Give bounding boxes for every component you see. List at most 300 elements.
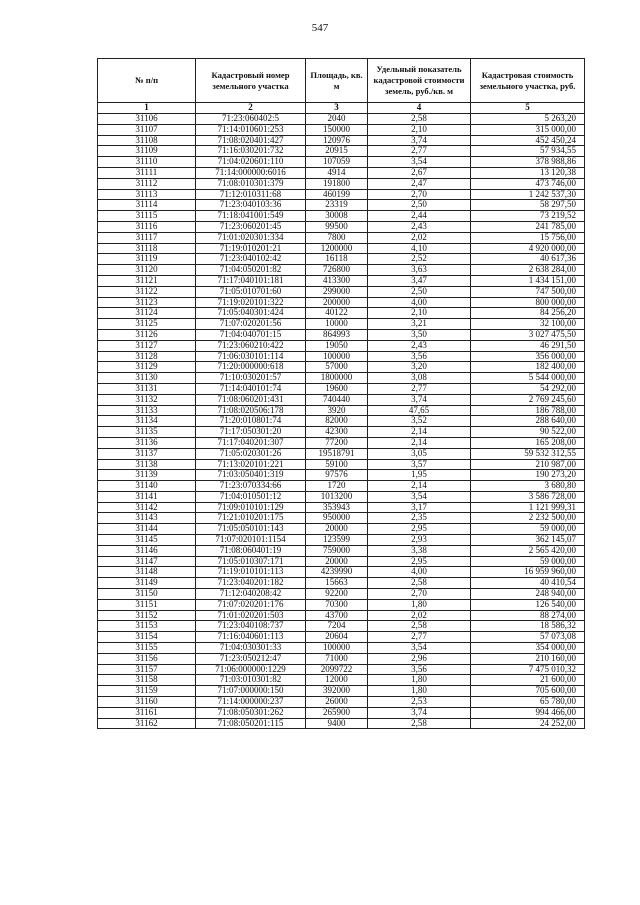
table-row [98, 632, 585, 643]
table-row [98, 373, 585, 384]
header-cadastral-value: Кадастровая стоимость земельного участка, руб. [471, 59, 585, 103]
cell-cadastral-number: 71:17:040201:307 [196, 437, 306, 448]
cell-area: 42300 [306, 427, 368, 438]
cell-cadastral-number: 71:05:050101:143 [196, 524, 306, 535]
cell-cadastral-number: 71:23:070334:66 [196, 481, 306, 492]
cell-cadastral-value: 210 987,00 [471, 459, 585, 470]
cell-row-number: 31123 [98, 297, 196, 308]
table-row [98, 200, 585, 211]
cell-cadastral-value: 5 263,20 [471, 114, 585, 125]
cell-cadastral-value: 58 297,50 [471, 200, 585, 211]
cell-specific-value: 2,77 [368, 146, 471, 157]
cell-row-number: 31160 [98, 697, 196, 708]
table-row [98, 621, 585, 632]
cell-area: 120976 [306, 135, 368, 146]
cell-row-number: 31146 [98, 545, 196, 556]
cell-row-number: 31128 [98, 351, 196, 362]
cell-area: 7800 [306, 232, 368, 243]
cell-cadastral-number: 71:04:010501:12 [196, 491, 306, 502]
cell-cadastral-value: 800 000,00 [471, 297, 585, 308]
cell-row-number: 31107 [98, 124, 196, 135]
cell-cadastral-number: 71:06:030101:114 [196, 351, 306, 362]
cell-specific-value: 3,05 [368, 448, 471, 459]
column-number: 5 [471, 103, 585, 114]
cell-cadastral-number: 71:03:010301:82 [196, 675, 306, 686]
cell-row-number: 31161 [98, 707, 196, 718]
cell-area: 2099722 [306, 664, 368, 675]
cell-cadastral-number: 71:23:060402:5 [196, 114, 306, 125]
cell-row-number: 31159 [98, 686, 196, 697]
cell-area: 107059 [306, 157, 368, 168]
cell-cadastral-number: 71:16:040601:113 [196, 632, 306, 643]
cell-specific-value: 2,77 [368, 383, 471, 394]
table-row [98, 653, 585, 664]
table-row [98, 545, 585, 556]
table-row [98, 232, 585, 243]
cell-specific-value: 2,52 [368, 254, 471, 265]
cell-area: 77200 [306, 437, 368, 448]
table-row [98, 329, 585, 340]
cell-cadastral-number: 71:14:040101:74 [196, 383, 306, 394]
cell-row-number: 31116 [98, 221, 196, 232]
table-row [98, 686, 585, 697]
cell-area: 1720 [306, 481, 368, 492]
cell-cadastral-number: 71:21:010201:175 [196, 513, 306, 524]
cell-cadastral-value: 362 145,07 [471, 535, 585, 546]
table-row [98, 599, 585, 610]
cell-specific-value: 2,50 [368, 286, 471, 297]
cell-cadastral-number: 71:04:040701:15 [196, 329, 306, 340]
header-specific-value: Удельный показатель кадастровой стоимости земель, руб./кв. м [368, 59, 471, 103]
page-number: 547 [311, 22, 329, 34]
cell-specific-value: 3,63 [368, 265, 471, 276]
cell-cadastral-number: 71:14:010601:253 [196, 124, 306, 135]
table-row [98, 221, 585, 232]
cell-row-number: 31121 [98, 275, 196, 286]
cell-specific-value: 1,80 [368, 675, 471, 686]
cell-specific-value: 3,54 [368, 491, 471, 502]
column-number: 3 [306, 103, 368, 114]
cell-specific-value: 2,53 [368, 697, 471, 708]
cell-cadastral-value: 3 680,80 [471, 481, 585, 492]
cell-cadastral-value: 73 219,52 [471, 211, 585, 222]
table-row [98, 535, 585, 546]
table-row [98, 124, 585, 135]
cell-area: 3920 [306, 405, 368, 416]
cell-area: 92200 [306, 589, 368, 600]
cell-cadastral-value: 90 522,00 [471, 427, 585, 438]
cell-row-number: 31125 [98, 319, 196, 330]
table-row [98, 340, 585, 351]
table-row [98, 405, 585, 416]
cell-cadastral-value: 190 273,20 [471, 470, 585, 481]
cell-row-number: 31145 [98, 535, 196, 546]
cell-specific-value: 2,02 [368, 232, 471, 243]
column-number: 4 [368, 103, 471, 114]
cell-area: 726800 [306, 265, 368, 276]
cell-cadastral-value: 2 638 284,00 [471, 265, 585, 276]
cell-specific-value: 1,80 [368, 686, 471, 697]
cell-specific-value: 2,95 [368, 556, 471, 567]
cell-cadastral-value: 473 746,00 [471, 178, 585, 189]
cell-cadastral-number: 71:07:020201:176 [196, 599, 306, 610]
cell-area: 4914 [306, 167, 368, 178]
header-area: Площадь, кв. м [306, 59, 368, 103]
cell-specific-value: 2,67 [368, 167, 471, 178]
cell-row-number: 31143 [98, 513, 196, 524]
table-row [98, 427, 585, 438]
table-row [98, 502, 585, 513]
cell-cadastral-value: 182 400,00 [471, 362, 585, 373]
cell-cadastral-number: 71:18:041001:549 [196, 211, 306, 222]
table-row [98, 254, 585, 265]
cell-row-number: 31154 [98, 632, 196, 643]
table-row [98, 524, 585, 535]
cell-cadastral-value: 210 160,00 [471, 653, 585, 664]
cell-area: 864993 [306, 329, 368, 340]
cell-cadastral-number: 71:05:010701:60 [196, 286, 306, 297]
cell-specific-value: 2,47 [368, 178, 471, 189]
cell-row-number: 31141 [98, 491, 196, 502]
cell-cadastral-number: 71:04:030301:33 [196, 643, 306, 654]
cell-cadastral-value: 2 769 245,60 [471, 394, 585, 405]
cell-area: 99500 [306, 221, 368, 232]
table-row [98, 275, 585, 286]
cell-cadastral-number: 71:08:050301:262 [196, 707, 306, 718]
table-row [98, 664, 585, 675]
cell-specific-value: 2,35 [368, 513, 471, 524]
cell-specific-value: 3,57 [368, 459, 471, 470]
cell-cadastral-number: 71:09:010101:129 [196, 502, 306, 513]
table-row [98, 643, 585, 654]
cell-cadastral-value: 1 121 999,31 [471, 502, 585, 513]
cell-row-number: 31124 [98, 308, 196, 319]
cell-area: 19518791 [306, 448, 368, 459]
table-row [98, 459, 585, 470]
cell-area: 20604 [306, 632, 368, 643]
table-row [98, 416, 585, 427]
cell-cadastral-number: 71:05:040301:424 [196, 308, 306, 319]
table-row [98, 286, 585, 297]
cell-cadastral-value: 15 756,00 [471, 232, 585, 243]
table-row [98, 157, 585, 168]
header-row [98, 59, 585, 103]
cell-area: 40122 [306, 308, 368, 319]
cell-row-number: 31157 [98, 664, 196, 675]
cell-specific-value: 2,58 [368, 114, 471, 125]
cell-cadastral-value: 354 000,00 [471, 643, 585, 654]
cell-cadastral-number: 71:17:050301:20 [196, 427, 306, 438]
cell-row-number: 31138 [98, 459, 196, 470]
table-row [98, 707, 585, 718]
table-row [98, 135, 585, 146]
cell-cadastral-number: 71:06:000000:1229 [196, 664, 306, 675]
cell-specific-value: 2,50 [368, 200, 471, 211]
cell-area: 191800 [306, 178, 368, 189]
header-cadastral-number: Кадастровый номер земельного участка [196, 59, 306, 103]
cell-cadastral-number: 71:23:040201:182 [196, 578, 306, 589]
cell-specific-value: 3,74 [368, 394, 471, 405]
cell-row-number: 31115 [98, 211, 196, 222]
cell-cadastral-value: 59 532 312,55 [471, 448, 585, 459]
cell-row-number: 31139 [98, 470, 196, 481]
cell-row-number: 31134 [98, 416, 196, 427]
cell-cadastral-number: 71:07:000000:150 [196, 686, 306, 697]
cell-specific-value: 3,56 [368, 351, 471, 362]
cell-cadastral-value: 46 291,50 [471, 340, 585, 351]
cell-area: 12000 [306, 675, 368, 686]
cell-row-number: 31127 [98, 340, 196, 351]
cell-area: 1800000 [306, 373, 368, 384]
cell-row-number: 31117 [98, 232, 196, 243]
cell-cadastral-value: 4 920 000,00 [471, 243, 585, 254]
cell-cadastral-number: 71:05:020301:26 [196, 448, 306, 459]
cell-area: 4239990 [306, 567, 368, 578]
cell-cadastral-number: 71:08:050201:115 [196, 718, 306, 729]
cell-cadastral-number: 71:17:040101:181 [196, 275, 306, 286]
cell-area: 16118 [306, 254, 368, 265]
cell-row-number: 31112 [98, 178, 196, 189]
cell-row-number: 31106 [98, 114, 196, 125]
cell-area: 9400 [306, 718, 368, 729]
cell-specific-value: 2,70 [368, 589, 471, 600]
cell-row-number: 31156 [98, 653, 196, 664]
table-row [98, 610, 585, 621]
cell-cadastral-number: 71:14:000000:237 [196, 697, 306, 708]
cell-row-number: 31137 [98, 448, 196, 459]
cell-cadastral-number: 71:08:020506:178 [196, 405, 306, 416]
cell-specific-value: 1,80 [368, 599, 471, 610]
cell-specific-value: 4,00 [368, 297, 471, 308]
cell-cadastral-value: 84 256,20 [471, 308, 585, 319]
cell-row-number: 31151 [98, 599, 196, 610]
cell-row-number: 31149 [98, 578, 196, 589]
cell-row-number: 31136 [98, 437, 196, 448]
cell-area: 100000 [306, 351, 368, 362]
table-row [98, 178, 585, 189]
cell-row-number: 31133 [98, 405, 196, 416]
cell-specific-value: 2,44 [368, 211, 471, 222]
cell-cadastral-number: 71:08:020401:427 [196, 135, 306, 146]
table-row [98, 297, 585, 308]
cell-cadastral-value: 2 565 420,00 [471, 545, 585, 556]
column-number: 2 [196, 103, 306, 114]
cell-cadastral-number: 71:23:040103:36 [196, 200, 306, 211]
cell-area: 460199 [306, 189, 368, 200]
cell-cadastral-value: 24 252,00 [471, 718, 585, 729]
cell-cadastral-number: 71:23:060201:45 [196, 221, 306, 232]
cell-cadastral-value: 16 959 960,00 [471, 567, 585, 578]
table-row [98, 589, 585, 600]
cell-specific-value: 3,74 [368, 135, 471, 146]
cell-specific-value: 2,10 [368, 308, 471, 319]
cell-cadastral-number: 71:23:040102:42 [196, 254, 306, 265]
cell-row-number: 31152 [98, 610, 196, 621]
cell-cadastral-number: 71:19:020101:322 [196, 297, 306, 308]
cell-specific-value: 2,77 [368, 632, 471, 643]
cell-cadastral-value: 315 000,00 [471, 124, 585, 135]
cell-row-number: 31131 [98, 383, 196, 394]
cell-specific-value: 2,70 [368, 189, 471, 200]
cell-row-number: 31129 [98, 362, 196, 373]
cell-row-number: 31122 [98, 286, 196, 297]
cell-cadastral-number: 71:07:020101:1154 [196, 535, 306, 546]
cell-specific-value: 1,95 [368, 470, 471, 481]
cell-area: 7204 [306, 621, 368, 632]
cell-area: 740440 [306, 394, 368, 405]
cell-specific-value: 2,14 [368, 427, 471, 438]
cell-specific-value: 47,65 [368, 405, 471, 416]
cell-row-number: 31119 [98, 254, 196, 265]
cell-row-number: 31148 [98, 567, 196, 578]
cell-area: 23319 [306, 200, 368, 211]
cell-specific-value: 2,58 [368, 621, 471, 632]
cell-cadastral-number: 71:12:010311:68 [196, 189, 306, 200]
cell-area: 10000 [306, 319, 368, 330]
cell-cadastral-value: 7 475 010,32 [471, 664, 585, 675]
cell-cadastral-number: 71:04:020601:110 [196, 157, 306, 168]
cell-area: 15663 [306, 578, 368, 589]
table-row [98, 394, 585, 405]
cell-area: 1013200 [306, 491, 368, 502]
cell-specific-value: 3,56 [368, 664, 471, 675]
cell-specific-value: 3,17 [368, 502, 471, 513]
cell-cadastral-number: 71:03:050401:319 [196, 470, 306, 481]
cell-row-number: 31126 [98, 329, 196, 340]
table-row [98, 437, 585, 448]
table-row [98, 211, 585, 222]
cell-cadastral-number: 71:16:030201:732 [196, 146, 306, 157]
cell-cadastral-value: 59 000,00 [471, 556, 585, 567]
cell-cadastral-number: 71:01:020301:334 [196, 232, 306, 243]
cell-cadastral-value: 452 450,24 [471, 135, 585, 146]
cell-cadastral-value: 57 934,55 [471, 146, 585, 157]
cell-row-number: 31109 [98, 146, 196, 157]
table-row [98, 383, 585, 394]
cell-cadastral-number: 71:19:010201:21 [196, 243, 306, 254]
cell-cadastral-value: 378 988,86 [471, 157, 585, 168]
cell-cadastral-value: 65 780,00 [471, 697, 585, 708]
table-row [98, 308, 585, 319]
cell-specific-value: 3,54 [368, 157, 471, 168]
cell-area: 20915 [306, 146, 368, 157]
cell-cadastral-number: 71:10:030201:57 [196, 373, 306, 384]
table-row [98, 675, 585, 686]
land-registry-table [97, 58, 585, 729]
cell-cadastral-value: 1 434 151,00 [471, 275, 585, 286]
cell-cadastral-number: 71:08:060401:19 [196, 545, 306, 556]
cell-cadastral-value: 241 785,00 [471, 221, 585, 232]
cell-area: 353943 [306, 502, 368, 513]
cell-area: 59100 [306, 459, 368, 470]
cell-area: 97576 [306, 470, 368, 481]
cell-specific-value: 4,10 [368, 243, 471, 254]
cell-cadastral-value: 21 600,00 [471, 675, 585, 686]
cell-specific-value: 3,54 [368, 643, 471, 654]
cell-cadastral-number: 71:20:000000:618 [196, 362, 306, 373]
cell-cadastral-value: 18 586,32 [471, 621, 585, 632]
table-row [98, 362, 585, 373]
cell-area: 392000 [306, 686, 368, 697]
cell-cadastral-number: 71:14:000000:6016 [196, 167, 306, 178]
cell-area: 70300 [306, 599, 368, 610]
cell-cadastral-value: 288 640,00 [471, 416, 585, 427]
table-row [98, 481, 585, 492]
cell-row-number: 31118 [98, 243, 196, 254]
table-row [98, 265, 585, 276]
cell-row-number: 31162 [98, 718, 196, 729]
table-row [98, 697, 585, 708]
cell-cadastral-number: 71:08:060201:431 [196, 394, 306, 405]
cell-cadastral-value: 3 027 475,50 [471, 329, 585, 340]
cell-cadastral-value: 248 940,00 [471, 589, 585, 600]
cell-cadastral-value: 54 292,00 [471, 383, 585, 394]
cell-specific-value: 3,08 [368, 373, 471, 384]
table-row [98, 491, 585, 502]
header-row-number: № п/п [98, 59, 196, 103]
table-row [98, 470, 585, 481]
cell-row-number: 31114 [98, 200, 196, 211]
cell-specific-value: 2,14 [368, 437, 471, 448]
cell-area: 57000 [306, 362, 368, 373]
cell-cadastral-value: 5 544 000,00 [471, 373, 585, 384]
table-row [98, 114, 585, 125]
cell-specific-value: 2,43 [368, 340, 471, 351]
table-row [98, 556, 585, 567]
table-row [98, 319, 585, 330]
cell-area: 43700 [306, 610, 368, 621]
cell-specific-value: 2,96 [368, 653, 471, 664]
cell-cadastral-value: 40 617,36 [471, 254, 585, 265]
cell-specific-value: 2,14 [368, 481, 471, 492]
cell-area: 20000 [306, 556, 368, 567]
cell-cadastral-value: 3 586 728,00 [471, 491, 585, 502]
cell-cadastral-value: 747 500,00 [471, 286, 585, 297]
column-number: 1 [98, 103, 196, 114]
cell-cadastral-number: 71:04:050201:82 [196, 265, 306, 276]
cell-row-number: 31120 [98, 265, 196, 276]
cell-cadastral-value: 2 232 500,00 [471, 513, 585, 524]
cell-area: 950000 [306, 513, 368, 524]
cell-specific-value: 3,50 [368, 329, 471, 340]
cell-area: 299000 [306, 286, 368, 297]
cell-specific-value: 3,38 [368, 545, 471, 556]
cell-cadastral-number: 71:01:020201:503 [196, 610, 306, 621]
cell-specific-value: 2,58 [368, 578, 471, 589]
cell-cadastral-number: 71:23:050212:47 [196, 653, 306, 664]
cell-cadastral-value: 59 000,00 [471, 524, 585, 535]
cell-area: 19050 [306, 340, 368, 351]
cell-area: 100000 [306, 643, 368, 654]
cell-area: 71000 [306, 653, 368, 664]
cell-cadastral-number: 71:19:010101:113 [196, 567, 306, 578]
cell-cadastral-number: 71:08:010301:379 [196, 178, 306, 189]
cell-area: 265900 [306, 707, 368, 718]
cell-row-number: 31158 [98, 675, 196, 686]
cell-area: 26000 [306, 697, 368, 708]
cell-area: 19600 [306, 383, 368, 394]
cell-row-number: 31140 [98, 481, 196, 492]
cell-specific-value: 4,00 [368, 567, 471, 578]
table-row [98, 167, 585, 178]
table-row [98, 448, 585, 459]
cell-row-number: 31155 [98, 643, 196, 654]
cell-specific-value: 2,43 [368, 221, 471, 232]
cell-cadastral-number: 71:07:020201:56 [196, 319, 306, 330]
cell-area: 123599 [306, 535, 368, 546]
cell-row-number: 31144 [98, 524, 196, 535]
cell-row-number: 31147 [98, 556, 196, 567]
